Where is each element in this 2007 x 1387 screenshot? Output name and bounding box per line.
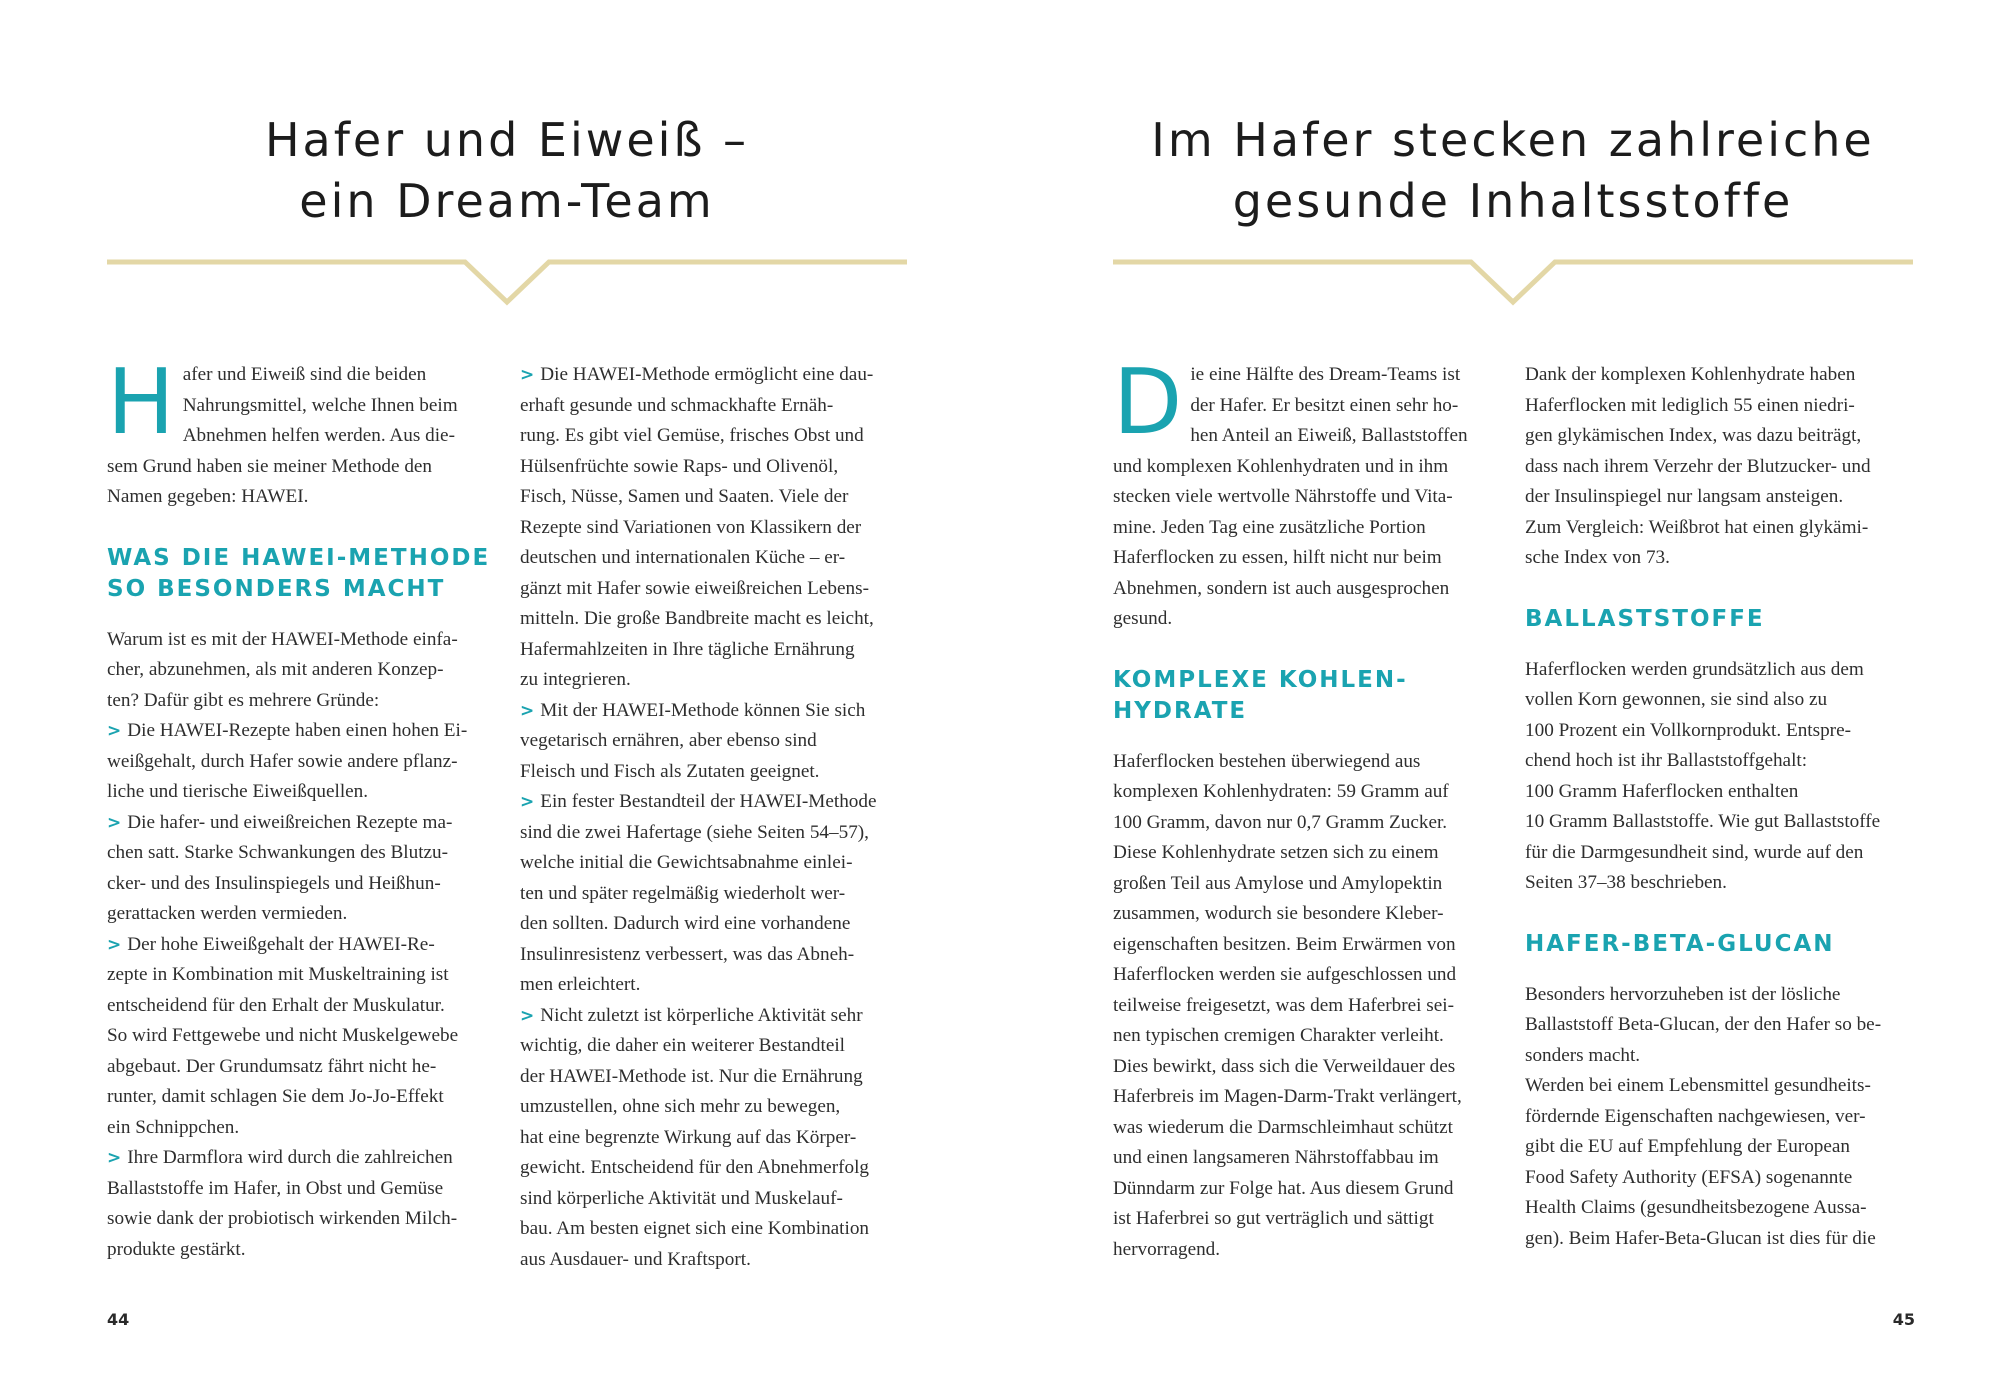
bullet-text-line: sind die zwei Hafertage (siehe Seiten 54–57),	[520, 821, 869, 843]
intro-text-line: Nahrungsmittel, welche Ihnen beim	[182, 394, 458, 416]
right-subheading-kohlenhydrate: KOMPLEXE KOHLEN- HYDRATE	[1113, 666, 1408, 724]
left-col1-bullet-list	[107, 716, 492, 1265]
list-item	[520, 1001, 905, 1276]
left-page	[0, 0, 1003, 1387]
bullet-text-line: entscheidend für den Erhalt der Muskulatur.	[107, 994, 445, 1016]
bullet-text-line: Insulinresistenz verbessert, was das Abneh-	[520, 943, 855, 965]
page-number-left: 44	[107, 1310, 130, 1329]
bullet-text-line: welche initial die Gewichtsabnahme einlei-	[520, 852, 853, 873]
bullet-arrow-icon: >	[520, 792, 535, 812]
bullet-text-line: den sollten. Dadurch wird eine vorhandene	[520, 913, 851, 934]
left-dropcap: H	[107, 350, 175, 455]
page-number-right: 45	[1892, 1310, 1915, 1329]
left-page-title	[107, 110, 907, 232]
list-item	[520, 360, 905, 696]
bullet-text-line: wichtig, die daher ein weiterer Bestandteil	[520, 1035, 845, 1056]
bullet-text-line: cker- und des Insulinspiegels und Heißhun-	[107, 872, 441, 894]
bullet-text-line: Mit der HAWEI-Methode können Sie sich	[540, 699, 866, 721]
intro-text-line: Haferflocken zu essen, hilft nicht nur beim	[1113, 547, 1442, 568]
body-text-line: Dank der komplexen Kohlenhydrate haben	[1525, 364, 1856, 385]
intro-text-line: ie eine Hälfte des Dream-Teams ist	[1190, 364, 1461, 385]
bullet-text-line: So wird Fettgewebe und nicht Muskelgewebe	[107, 1025, 459, 1046]
body-text-line: 100 Prozent ein Vollkornprodukt. Entspre-	[1525, 719, 1851, 741]
intro-text-line: gesund.	[1113, 608, 1173, 629]
right-column-1	[1113, 350, 1498, 1265]
bullet-text-line: gänzt mit Hafer sowie eiweißreichen Lebens-	[520, 577, 869, 599]
body-text-line: was wiederum die Darmschleimhaut schützt	[1113, 1116, 1453, 1138]
body-text-line: Werden bei einem Lebensmittel gesundheits-	[1525, 1075, 1871, 1096]
body-text-line: Haferflocken werden sie aufgeschlossen und	[1113, 964, 1457, 985]
list-item	[107, 1143, 492, 1265]
body-text-line: nen typischen cremigen Charakter verleiht.	[1113, 1025, 1444, 1046]
bullet-arrow-icon: >	[520, 700, 535, 721]
list-item	[520, 696, 905, 788]
bullet-text-line: Hafermahlzeiten in Ihre tägliche Ernährung	[520, 638, 855, 660]
list-item	[107, 930, 492, 1144]
intro-text-line: der Hafer. Er besitzt einen sehr ho-	[1190, 394, 1459, 416]
intro-text-line: und komplexen Kohlenhydraten und in ihm	[1113, 455, 1449, 477]
bullet-text-line: men erleichtert.	[520, 974, 641, 995]
body-text-line: ten? Dafür gibt es mehrere Gründe:	[107, 689, 380, 711]
bullet-text-line: aus Ausdauer- und Kraftsport.	[520, 1248, 751, 1270]
body-text-line: 10 Gramm Ballaststoffe. Wie gut Ballaststoffe	[1525, 811, 1881, 832]
right-title-divider	[1113, 252, 1913, 312]
bullet-text-line: Die HAWEI-Rezepte haben einen hohen Ei-	[127, 720, 468, 741]
body-text-line: großen Teil aus Amylose und Amylopektin	[1113, 872, 1443, 894]
left-body-intro	[107, 625, 492, 717]
right-ballaststoffe-text	[1525, 655, 1910, 899]
bullet-arrow-icon: >	[520, 1005, 535, 1026]
intro-text-line: mine. Jeden Tag eine zusätzliche Portion	[1113, 516, 1426, 538]
bullet-text-line: Ein fester Bestandteil der HAWEI-Methode	[540, 791, 877, 812]
bullet-text-line: weißgehalt, durch Hafer sowie andere pflanz-	[107, 750, 458, 772]
body-text-line: zusammen, wodurch sie besondere Kleber-	[1113, 903, 1444, 924]
bullet-text-line: Der hohe Eiweißgehalt der HAWEI-Re-	[127, 933, 435, 955]
body-text-line: für die Darmgesundheit sind, wurde auf den	[1525, 841, 1864, 863]
intro-text-line: sem Grund haben sie meiner Methode den	[107, 455, 433, 477]
body-text-line: dass nach ihrem Verzehr der Blutzucker- und	[1525, 455, 1871, 477]
left-column-1	[107, 350, 492, 1265]
body-text-line: komplexen Kohlenhydraten: 59 Gramm auf	[1113, 781, 1449, 802]
bullet-text-line: gewicht. Entscheidend für den Abnehmerfolg	[520, 1157, 870, 1178]
right-intro-paragraph	[1113, 350, 1498, 635]
body-text-line: Besonders hervorzuheben ist der lösliche	[1525, 983, 1841, 1005]
body-text-line: fördernde Eigenschaften nachgewiesen, ver-	[1525, 1105, 1866, 1127]
right-subheading-beta-glucan: HAFER-BETA-GLUCAN	[1525, 930, 1835, 957]
bullet-text-line: zu integrieren.	[520, 669, 631, 690]
left-col2-bullet-list	[520, 360, 905, 1275]
bullet-text-line: produkte gestärkt.	[107, 1238, 246, 1260]
body-text-line: eigenschaften besitzen. Beim Erwärmen von	[1113, 933, 1456, 955]
bullet-text-line: Die hafer- und eiweißreichen Rezepte ma-	[127, 811, 453, 833]
body-text-line: gen glykämischen Index, was dazu beiträgt,	[1525, 425, 1862, 446]
left-subheading: WAS DIE HAWEI-METHODE SO BESONDERS MACHT	[107, 544, 491, 602]
body-text-line: der Insulinspiegel nur langsam ansteigen.	[1525, 486, 1844, 507]
right-title-line2: gesunde Inhaltsstoffe	[1232, 174, 1794, 228]
body-text-line: Warum ist es mit der HAWEI-Methode einfa-	[107, 628, 458, 650]
right-page-title	[1113, 110, 1913, 232]
right-glykaemischer-index-text	[1525, 360, 1910, 574]
right-subheading-ballaststoffe: BALLASTSTOFFE	[1525, 605, 1765, 632]
body-text-line: Haferflocken mit lediglich 55 einen niedri-	[1525, 394, 1855, 416]
bullet-arrow-icon: >	[107, 721, 122, 741]
bullet-text-line: deutschen und internationalen Küche – er-	[520, 547, 846, 568]
body-text-line: gibt die EU auf Empfehlung der European	[1525, 1136, 1851, 1157]
body-text-line: Food Safety Authority (EFSA) sogenannte	[1525, 1166, 1853, 1188]
bullet-text-line: Rezepte sind Variationen von Klassikern der	[520, 516, 862, 538]
bullet-text-line: Nicht zuletzt ist körperliche Aktivität sehr	[540, 1004, 863, 1026]
bullet-text-line: ten und später regelmäßig wiederholt wer-	[520, 882, 846, 904]
intro-text-line: Abnehmen, sondern ist auch ausgesprochen	[1113, 577, 1450, 599]
list-item	[520, 787, 905, 1001]
body-text-line: Diese Kohlenhydrate setzen sich zu einem	[1113, 842, 1439, 863]
bullet-text-line: sind körperliche Aktivität und Muskelauf-	[520, 1187, 843, 1209]
bullet-text-line: Fleisch und Fisch als Zutaten geeignet.	[520, 760, 820, 782]
bullet-text-line: ein Schnippchen.	[107, 1116, 240, 1138]
right-kohlenhydrate-text	[1113, 747, 1498, 1266]
intro-text-line: Abnehmen helfen werden. Aus die-	[182, 425, 455, 446]
intro-text-line: stecken viele wertvolle Nährstoffe und Vita-	[1113, 486, 1453, 507]
body-text-line: teilweise freigesetzt, was dem Haferbrei sei-	[1113, 994, 1454, 1016]
body-text-line: Dünndarm zur Folge hat. Aus diesem Grund	[1113, 1177, 1454, 1199]
intro-text-line: afer und Eiweiß sind die beiden	[182, 364, 427, 385]
body-text-line: Haferbreis im Magen-Darm-Trakt verlängert,	[1113, 1086, 1462, 1107]
right-beta-glucan-text	[1525, 980, 1910, 1255]
body-text-line: Seiten 37–38 beschrieben.	[1525, 872, 1727, 893]
body-text-line: 100 Gramm, davon nur 0,7 Gramm Zucker.	[1113, 811, 1448, 833]
bullet-arrow-icon: >	[520, 365, 535, 385]
right-title-line1: Im Hafer stecken zahlreiche	[1151, 113, 1875, 167]
left-title-line1: Hafer und Eiweiß –	[264, 113, 750, 167]
bullet-text-line: runter, damit schlagen Sie dem Jo-Jo-Effekt	[107, 1086, 444, 1107]
bullet-text-line: sowie dank der probiotisch wirkenden Milch-	[107, 1208, 458, 1229]
body-text-line: und einen langsameren Nährstoffabbau im	[1113, 1147, 1439, 1168]
left-title-divider	[107, 252, 907, 312]
body-text-line: vollen Korn gewonnen, sie sind also zu	[1525, 689, 1828, 710]
bullet-text-line: gerattacken werden vermieden.	[107, 903, 348, 924]
body-text-line: Haferflocken werden grundsätzlich aus dem	[1525, 658, 1864, 680]
body-text-line: Ballaststoff Beta-Glucan, der den Hafer so be-	[1525, 1014, 1882, 1035]
bullet-arrow-icon: >	[107, 1148, 122, 1168]
list-item	[107, 716, 492, 808]
left-column-2	[520, 360, 905, 1275]
body-text-line: hervorragend.	[1113, 1238, 1221, 1260]
body-text-line: gen). Beim Hafer-Beta-Glucan ist dies für die	[1525, 1227, 1876, 1249]
bullet-text-line: mitteln. Die große Bandbreite macht es leicht,	[520, 608, 874, 629]
body-text-line: Zum Vergleich: Weißbrot hat einen glykämi-	[1525, 516, 1869, 538]
bullet-text-line: vegetarisch ernähren, aber ebenso sind	[520, 730, 817, 751]
body-text-line: sche Index von 73.	[1525, 547, 1670, 568]
bullet-text-line: der HAWEI-Methode ist. Nur die Ernährung	[520, 1065, 863, 1087]
bullet-text-line: Die HAWEI-Methode ermöglicht eine dau-	[540, 364, 874, 385]
left-intro-paragraph	[107, 350, 492, 513]
bullet-arrow-icon: >	[107, 812, 122, 833]
bullet-text-line: Fisch, Nüsse, Samen und Saaten. Viele der	[520, 486, 849, 507]
bullet-text-line: hat eine begrenzte Wirkung auf das Körper-	[520, 1126, 857, 1148]
bullet-text-line: erhaft gesunde und schmackhafte Ernäh-	[520, 394, 834, 416]
intro-text-line: Namen gegeben: HAWEI.	[107, 486, 309, 507]
body-text-line: Haferflocken bestehen überwiegend aus	[1113, 750, 1421, 772]
bullet-text-line: chen satt. Starke Schwankungen des Blutzu-	[107, 842, 449, 863]
bullet-text-line: zepte in Kombination mit Muskeltraining ist	[107, 964, 449, 985]
intro-text-line: hen Anteil an Eiweiß, Ballaststoffen	[1190, 425, 1468, 446]
right-dropcap: D	[1113, 350, 1183, 455]
bullet-arrow-icon: >	[107, 934, 122, 955]
left-title-line2: ein Dream-Team	[299, 174, 715, 228]
bullet-text-line: Ballaststoffe im Hafer, in Obst und Gemüse	[107, 1177, 444, 1199]
bullet-text-line: rung. Es gibt viel Gemüse, frisches Obst und	[520, 425, 864, 446]
right-page	[1003, 0, 2007, 1387]
body-text-line: Dies bewirkt, dass sich die Verweildauer des	[1113, 1055, 1456, 1077]
right-column-2	[1525, 360, 1910, 1254]
bullet-text-line: liche und tierische Eiweißquellen.	[107, 781, 369, 802]
bullet-text-line: abgebaut. Der Grundumsatz fährt nicht he-	[107, 1055, 437, 1077]
bullet-text-line: bau. Am besten eignet sich eine Kombination	[520, 1218, 870, 1239]
body-text-line: sonders macht.	[1525, 1044, 1641, 1066]
bullet-text-line: Ihre Darmflora wird durch die zahlreichen	[127, 1147, 453, 1168]
body-text-line: ist Haferbrei so gut verträglich und sättigt	[1113, 1208, 1434, 1229]
body-text-line: cher, abzunehmen, als mit anderen Konzep-	[107, 659, 444, 680]
bullet-text-line: umzustellen, ohne sich mehr zu bewegen,	[520, 1096, 841, 1117]
bullet-text-line: Hülsenfrüchte sowie Raps- und Olivenöl,	[520, 455, 839, 477]
list-item	[107, 808, 492, 930]
body-text-line: chend hoch ist ihr Ballaststoffgehalt:	[1525, 750, 1808, 771]
body-text-line: Health Claims (gesundheitsbezogene Aussa-	[1525, 1197, 1867, 1218]
body-text-line: 100 Gramm Haferflocken enthalten	[1525, 780, 1799, 802]
